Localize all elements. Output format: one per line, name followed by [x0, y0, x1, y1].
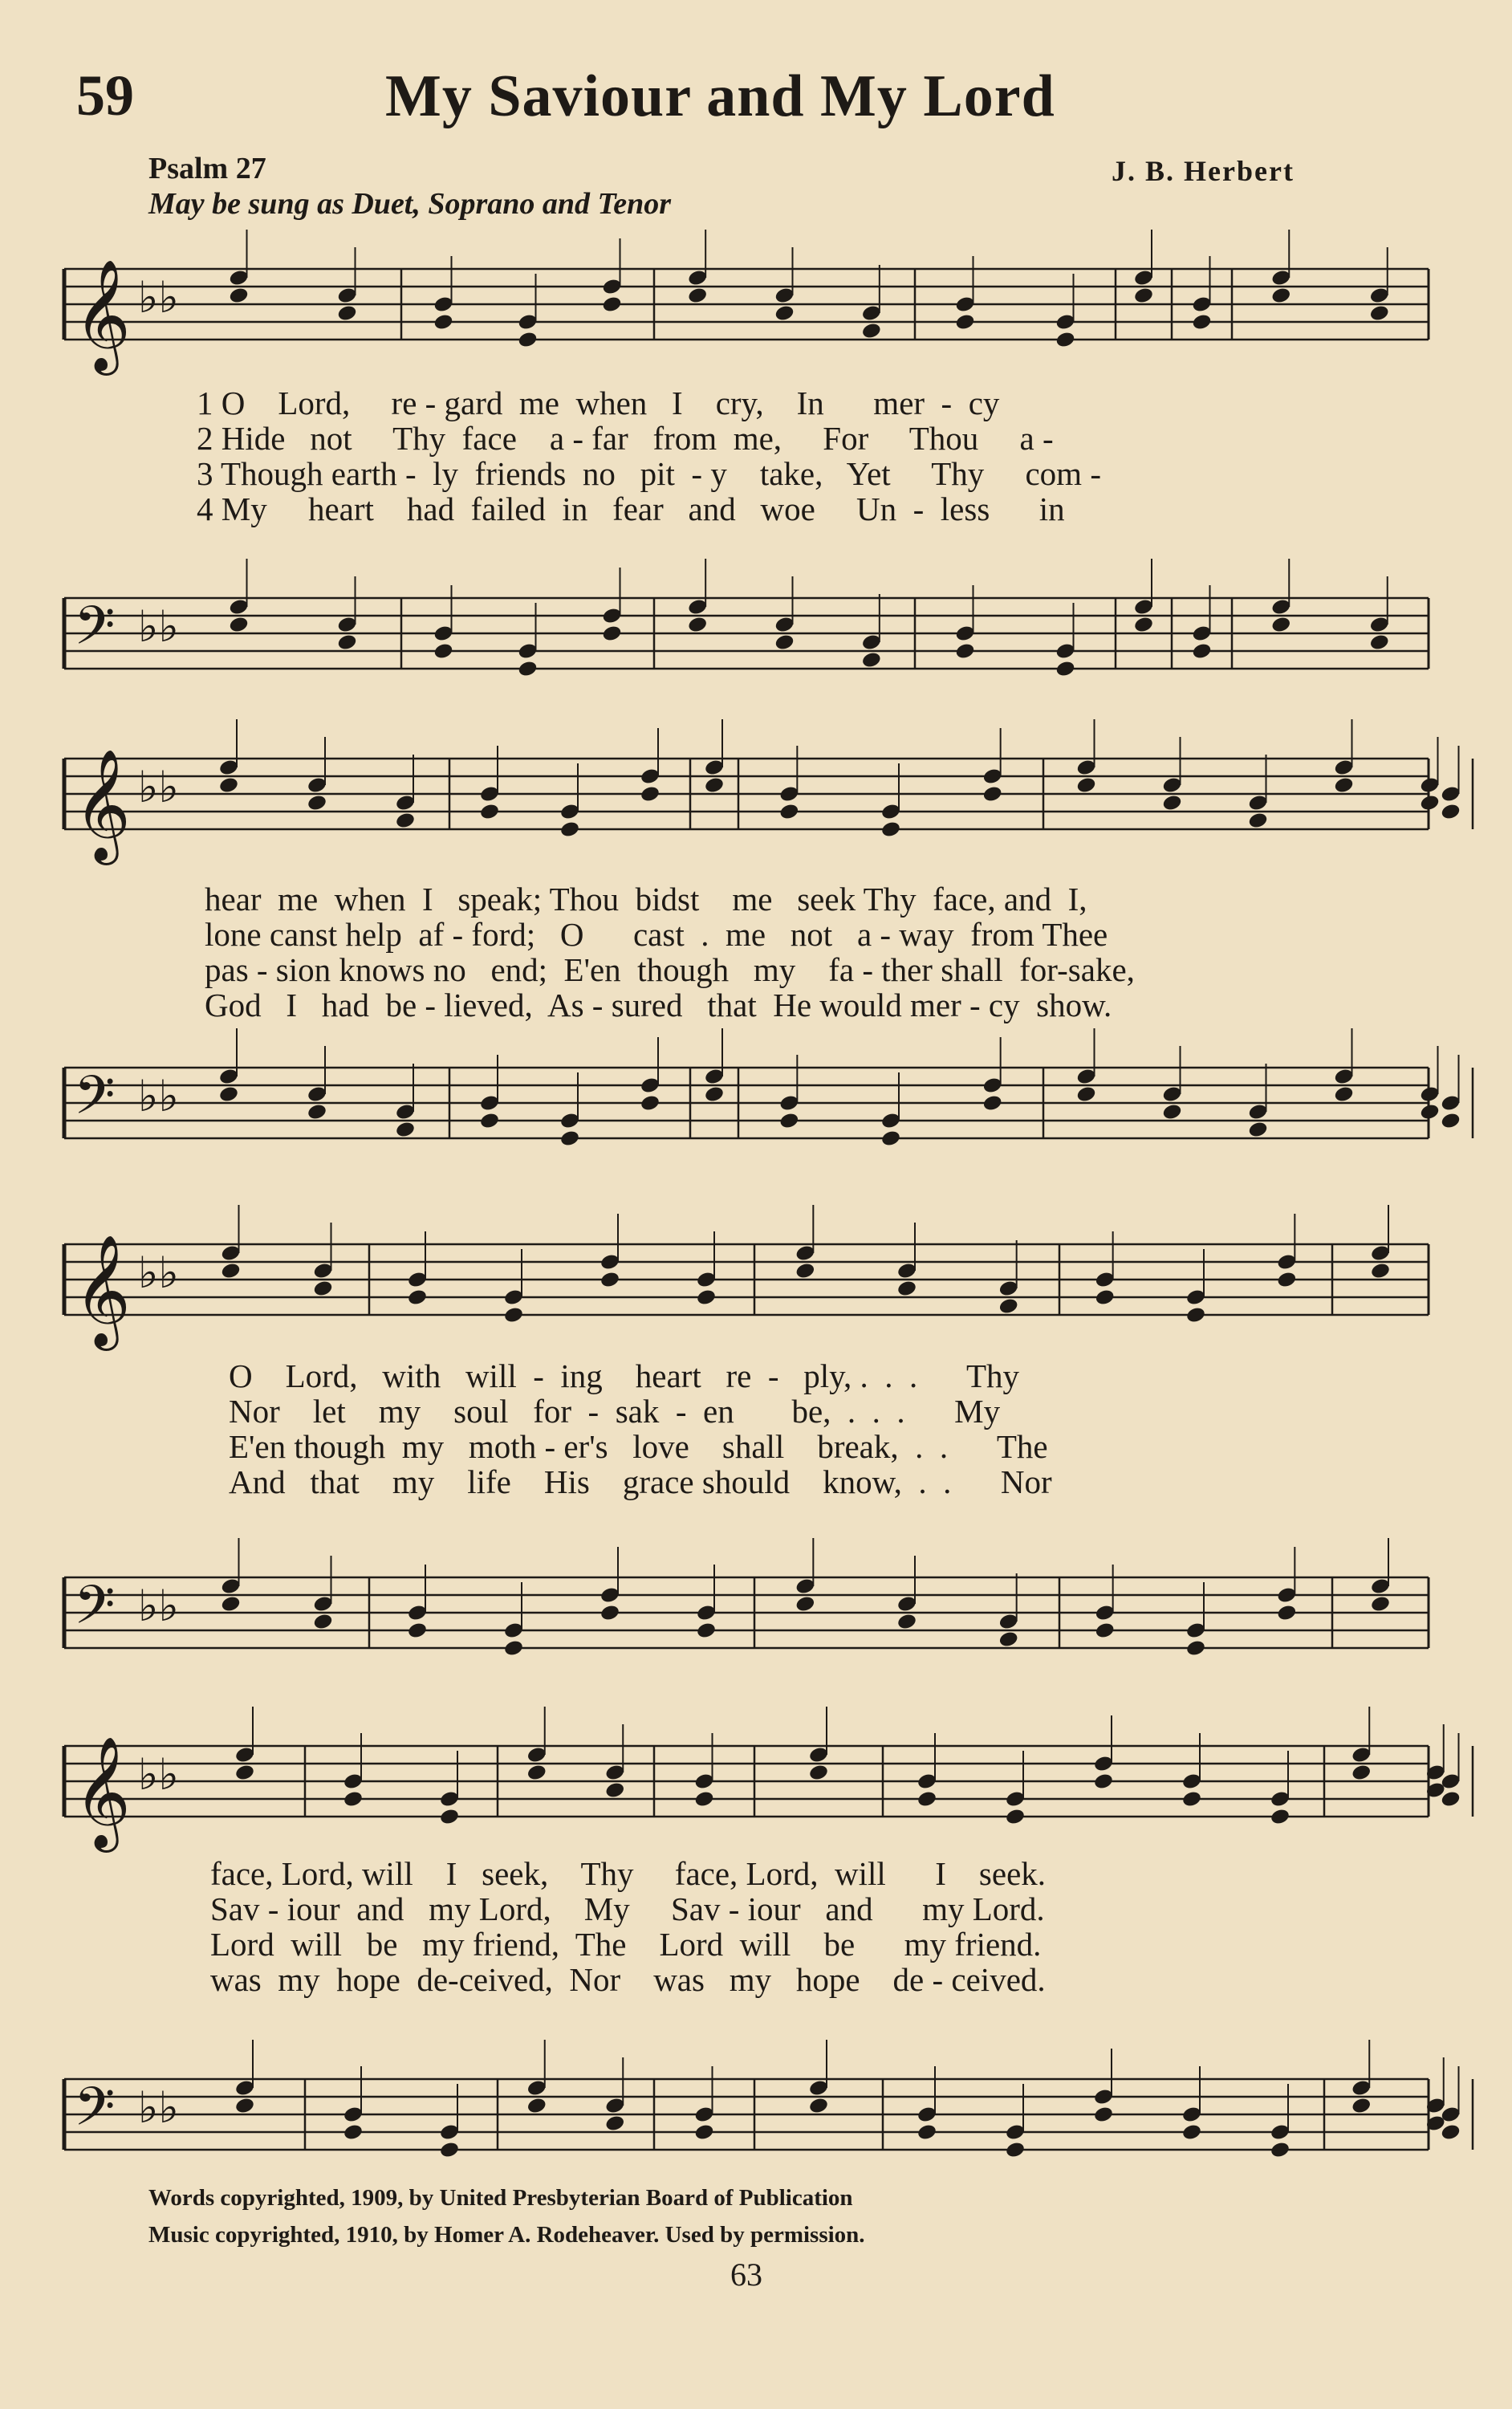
note-head: [312, 1613, 333, 1631]
note-head: [1095, 1622, 1116, 1640]
note-head: [954, 313, 975, 332]
note-head: [218, 1085, 239, 1104]
note-head: [234, 1764, 255, 1782]
performance-note: May be sung as Duet, Soprano and Tenor: [148, 187, 672, 221]
note-head: [336, 633, 357, 652]
note-head: [234, 2097, 255, 2115]
note-head: [604, 1781, 625, 1800]
note-head: [1440, 2123, 1461, 2142]
note-head: [693, 2123, 714, 2142]
note-head: [774, 304, 795, 323]
note-head: [1181, 2123, 1202, 2142]
note-head: [917, 1790, 937, 1809]
note-head: [687, 287, 708, 305]
note-head: [343, 2123, 364, 2142]
note-head: [228, 616, 249, 634]
lyric-line: Lord will be my friend, The Lord will be my friend.: [210, 1926, 1042, 1963]
note-head: [1161, 1103, 1182, 1121]
note-head: [1005, 2141, 1026, 2159]
key-signature-flats-icon: ♭♭: [138, 1749, 179, 1800]
words-copyright: Words copyrighted, 1909, by United Presbyterian Board of Publication: [148, 2185, 853, 2211]
lyric-line: hear me when I speak; Thou bidst me seek Thy face, and I,: [205, 881, 1087, 918]
note-head: [687, 616, 708, 634]
lyric-line: 1 O Lord, re - gard me when I cry, In mer - cy: [197, 385, 1000, 421]
bass-clef-icon: 𝄢: [74, 595, 116, 669]
treble-clef-icon: 𝄞: [74, 749, 131, 861]
note-head: [1247, 1121, 1268, 1139]
note-head: [998, 1297, 1019, 1316]
note-head: [696, 1288, 717, 1307]
note-head: [1351, 1764, 1372, 1782]
lyric-line: was my hope de-ceived, Nor was my hope de - ceived.: [210, 1961, 1046, 1998]
note-head: [1370, 1595, 1391, 1613]
note-head: [343, 1790, 364, 1809]
note-head: [1185, 1639, 1206, 1658]
note-head: [336, 304, 357, 323]
note-head: [880, 1129, 901, 1148]
note-head: [433, 313, 453, 332]
note-head: [1133, 616, 1154, 634]
note-head: [640, 1094, 660, 1113]
note-head: [1276, 1271, 1297, 1289]
note-head: [1093, 2106, 1114, 2124]
note-head: [1333, 776, 1354, 795]
note-head: [601, 295, 622, 314]
note-head: [954, 642, 975, 661]
note-head: [880, 820, 901, 839]
note-head: [307, 1103, 327, 1121]
note-head: [1270, 287, 1291, 305]
note-head: [696, 1622, 717, 1640]
note-head: [1075, 1085, 1096, 1104]
note-head: [982, 1094, 1003, 1113]
note-head: [1440, 803, 1461, 821]
note-head: [1093, 1772, 1114, 1791]
note-head: [503, 1639, 524, 1658]
note-head: [1185, 1306, 1206, 1325]
key-signature-flats-icon: ♭♭: [138, 601, 179, 652]
note-head: [1351, 2097, 1372, 2115]
note-head: [220, 1595, 241, 1613]
page-number: 63: [730, 2256, 762, 2293]
treble-staff-1: [64, 259, 1445, 371]
note-head: [778, 1112, 799, 1130]
note-head: [228, 287, 249, 305]
note-head: [220, 1262, 241, 1280]
note-head: [1440, 1790, 1461, 1809]
note-head: [407, 1622, 428, 1640]
music-copyright: Music copyrighted, 1910, by Homer A. Rodeheaver. Used by permission.: [148, 2222, 865, 2248]
note-head: [503, 1306, 524, 1325]
note-head: [1133, 287, 1154, 305]
note-head: [601, 625, 622, 643]
note-head: [808, 1764, 829, 1782]
note-head: [896, 1280, 917, 1298]
note-head: [517, 331, 538, 349]
note-head: [439, 1808, 460, 1826]
note-head: [640, 785, 660, 804]
bass-staff-1: [64, 590, 1445, 678]
lyric-line: pas - sion knows no end; E'en though my fa - ther shall for-sake,: [205, 951, 1135, 988]
note-head: [1333, 1085, 1354, 1104]
note-head: [307, 794, 327, 812]
note-head: [1005, 1808, 1026, 1826]
lyric-line: 2 Hide not Thy face a - far from me, For Thou a -: [197, 420, 1054, 457]
bass-clef-icon: 𝄢: [74, 2076, 116, 2151]
lyric-line: 4 My heart had failed in fear and woe Un - less in: [197, 490, 1065, 527]
note-head: [526, 2097, 547, 2115]
note-head: [1270, 2141, 1290, 2159]
note-head: [395, 812, 416, 830]
note-head: [778, 803, 799, 821]
note-head: [774, 633, 795, 652]
note-head: [433, 642, 453, 661]
treble-staff-2: [64, 749, 1445, 861]
note-head: [1419, 1103, 1440, 1121]
note-head: [1161, 794, 1182, 812]
note-head: [479, 803, 500, 821]
bass-clef-icon: 𝄢: [74, 1574, 116, 1649]
composer: J. B. Herbert: [1112, 155, 1295, 187]
note-head: [1419, 794, 1440, 812]
note-head: [808, 2097, 829, 2115]
bass-staff-4: [64, 2071, 1445, 2159]
note-head: [1276, 1604, 1297, 1622]
note-head: [917, 2123, 937, 2142]
lyric-line: E'en though my moth - er's love shall break, . . The: [229, 1428, 1048, 1465]
note-head: [1369, 633, 1390, 652]
lyric-line: O Lord, with will - ing heart re - ply, . . . Thy: [229, 1357, 1020, 1394]
note-head: [982, 785, 1003, 804]
note-head: [407, 1288, 428, 1307]
note-head: [861, 651, 882, 669]
treble-clef-icon: 𝄞: [74, 1736, 131, 1848]
note-head: [1247, 812, 1268, 830]
key-signature-flats-icon: ♭♭: [138, 1581, 179, 1631]
lyric-line: face, Lord, will I seek, Thy face, Lord, will I seek.: [210, 1855, 1047, 1892]
bass-staff-3: [64, 1569, 1445, 1658]
key-signature-flats-icon: ♭♭: [138, 1247, 179, 1298]
note-head: [1055, 331, 1075, 349]
note-head: [439, 2141, 460, 2159]
lyric-line: lone canst help af - ford; O cast . me not a - way from Thee: [205, 916, 1108, 953]
key-signature-flats-icon: ♭♭: [138, 272, 179, 323]
note-head: [861, 322, 882, 340]
treble-staff-4: [64, 1736, 1445, 1848]
note-head: [312, 1280, 333, 1298]
note-head: [998, 1630, 1019, 1649]
note-head: [693, 1790, 714, 1809]
scripture-reference: Psalm 27: [148, 152, 266, 185]
note-head: [896, 1613, 917, 1631]
note-head: [559, 1129, 580, 1148]
note-head: [517, 660, 538, 678]
lyric-line: God I had be - lieved, As - sured that He would mer - cy show.: [205, 987, 1112, 1023]
note-head: [559, 820, 580, 839]
note-head: [600, 1604, 620, 1622]
note-head: [1055, 660, 1075, 678]
note-head: [795, 1262, 815, 1280]
lyric-line: 3 Though earth - ly friends no pit - y take, Yet Thy com -: [197, 455, 1101, 492]
hymn-title: My Saviour and My Lord: [385, 63, 1055, 129]
note-head: [479, 1112, 500, 1130]
bass-staff-2: [64, 1060, 1445, 1148]
bass-clef-icon: 𝄢: [74, 1064, 116, 1139]
hymn-number: 59: [76, 63, 134, 128]
key-signature-flats-icon: ♭♭: [138, 2082, 179, 2133]
treble-staff-3: [64, 1235, 1445, 1346]
note-head: [604, 2114, 625, 2133]
key-signature-flats-icon: ♭♭: [138, 762, 179, 812]
note-head: [1191, 313, 1212, 332]
note-head: [704, 776, 725, 795]
note-head: [1270, 616, 1291, 634]
note-head: [1191, 642, 1212, 661]
note-head: [395, 1121, 416, 1139]
lyric-line: Nor let my soul for - sak - en be, . . . My: [229, 1393, 1001, 1430]
note-head: [1370, 1262, 1391, 1280]
note-head: [795, 1595, 815, 1613]
note-head: [1270, 1808, 1290, 1826]
note-head: [526, 1764, 547, 1782]
key-signature-flats-icon: ♭♭: [138, 1071, 179, 1121]
note-head: [1095, 1288, 1116, 1307]
note-head: [600, 1271, 620, 1289]
note-head: [1075, 776, 1096, 795]
note-head: [1440, 1112, 1461, 1130]
note-head: [704, 1085, 725, 1104]
note-head: [218, 776, 239, 795]
note-head: [1181, 1790, 1202, 1809]
lyric-line: Sav - iour and my Lord, My Sav - iour and my Lord.: [210, 1890, 1045, 1927]
lyric-line: And that my life His grace should know, . . Nor: [229, 1463, 1052, 1500]
note-head: [1369, 304, 1390, 323]
treble-clef-icon: 𝄞: [74, 1235, 131, 1346]
treble-clef-icon: 𝄞: [74, 259, 131, 371]
